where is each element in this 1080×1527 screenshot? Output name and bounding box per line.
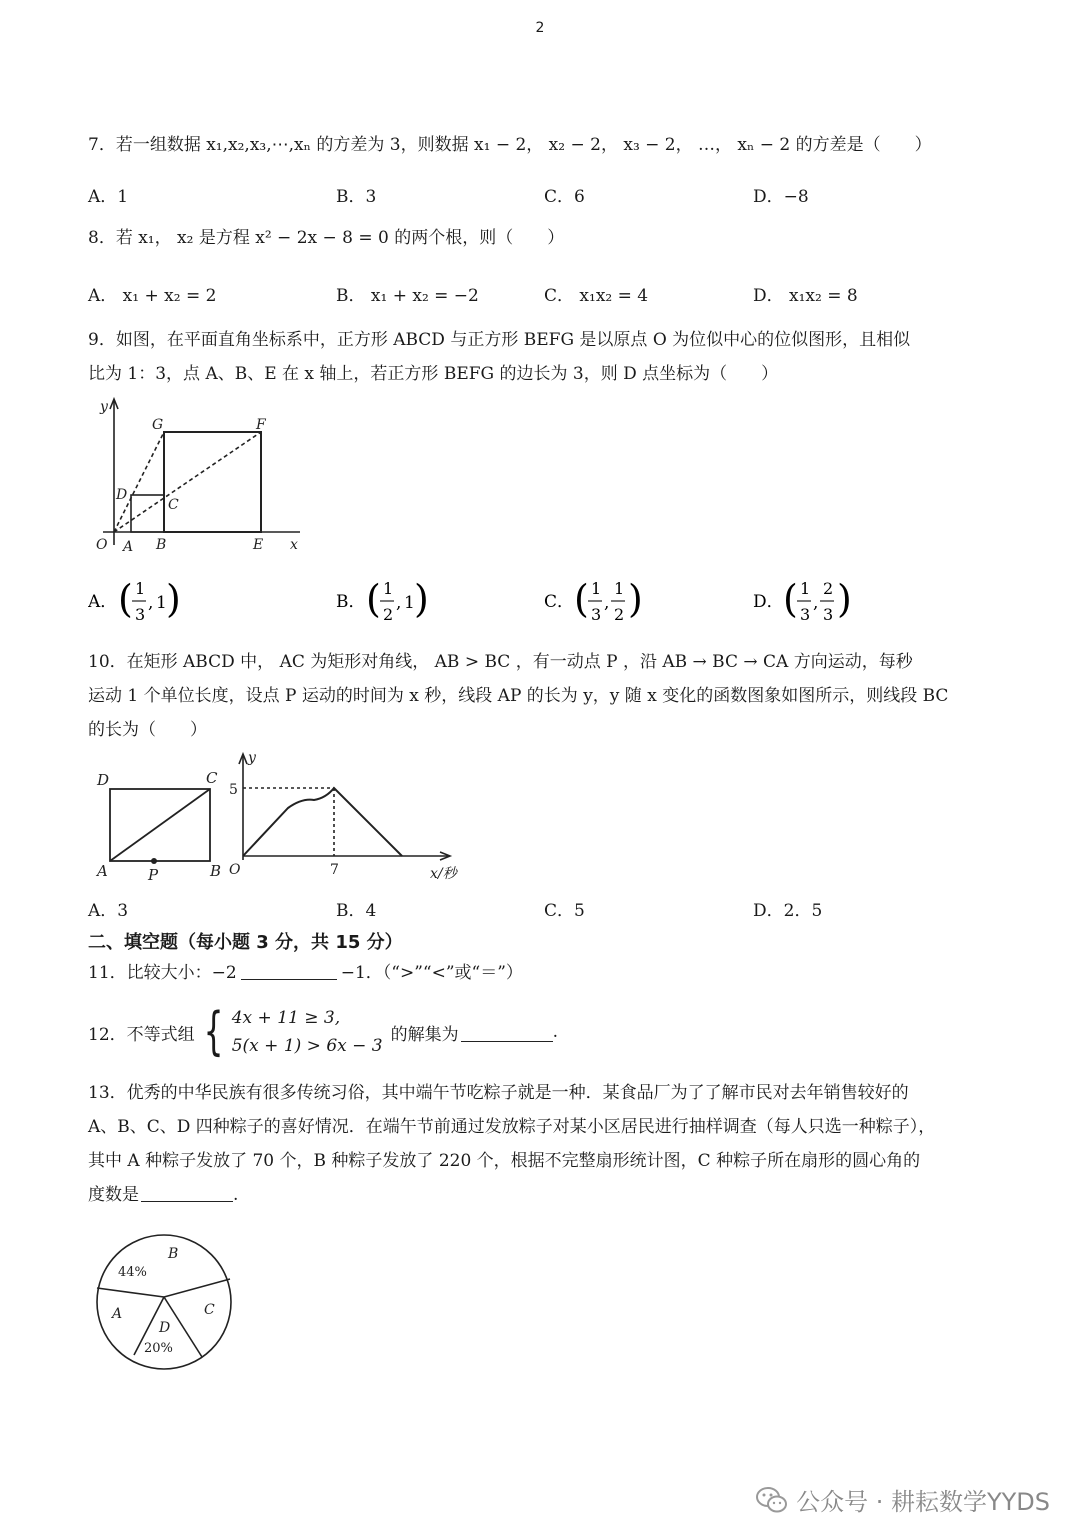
q12: 12．不等式组 { 4x + 11 ≥ 3, 5(x + 1) > 6x − 3 的解集为 . <box>88 1002 558 1062</box>
q10-line2: 运动 1 个单位长度，设点 P 运动的时间为 x 秒，线段 AP 的长为 y，y 随 x 变化的函数图象如图所示，则线段 BC <box>88 686 949 706</box>
svg-text:3: 3 <box>135 605 146 624</box>
svg-text:C．: C． <box>544 592 575 612</box>
pie-label-a: A <box>112 1306 123 1322</box>
diagonal-ac <box>110 789 210 861</box>
svg-text:): ) <box>414 577 429 621</box>
dashed-o-f <box>114 432 261 532</box>
label-c: C <box>206 769 218 787</box>
pie-label-c: C <box>204 1302 215 1318</box>
q12-blank <box>461 1023 553 1042</box>
q10-rectangle-figure <box>88 752 228 887</box>
svg-text:,: , <box>396 593 402 613</box>
q7-option-b: B．3 <box>336 187 377 207</box>
q7-option-a: A．1 <box>88 187 129 207</box>
svg-text:2: 2 <box>614 605 625 624</box>
label-b: B <box>156 537 167 553</box>
svg-text:1: 1 <box>383 579 394 598</box>
q9-option-b <box>336 572 446 632</box>
svg-text:2: 2 <box>383 605 394 624</box>
svg-text:): ) <box>628 577 643 621</box>
q9-option-c <box>544 572 654 632</box>
svg-text:1: 1 <box>800 579 811 598</box>
point-p <box>151 858 157 864</box>
q12-brace: { <box>203 1002 224 1062</box>
q13-line4: 度数是 . <box>88 1185 239 1205</box>
label-e: E <box>253 537 264 553</box>
q13-pie-chart <box>90 1232 240 1372</box>
tick-5: 5 <box>229 782 238 798</box>
q13-line2: A、B、C、D 四种粽子的喜好情况．在端午节前通过发放粽子对某小区居民进行抽样调查（每人只选一种粽子）， <box>88 1117 936 1137</box>
svg-text:(: ( <box>366 577 381 621</box>
pie-label-d: D <box>159 1320 171 1336</box>
svg-text:B．: B． <box>336 592 366 612</box>
q8-option-d: D． x₁x₂ = 8 <box>753 286 858 306</box>
svg-text:3: 3 <box>800 605 811 624</box>
q9-line2: 比为 1：3，点 A、B、E 在 x 轴上，若正方形 BEFG 的边长为 3，则 D 点坐标为（ ） <box>88 364 779 384</box>
svg-text:,: , <box>813 593 819 613</box>
divider-b-c <box>164 1279 230 1297</box>
label-d: D <box>116 487 128 503</box>
q11-blank <box>241 961 337 980</box>
q7-option-c: C．6 <box>544 187 585 207</box>
svg-text:(: ( <box>783 577 798 621</box>
pie-label-d-pct: 20% <box>144 1341 173 1356</box>
q7-stem: 7．若一组数据 x₁,x₂,x₃,⋯,xₙ 的方差为 3，则数据 x₁ − 2， x₂ − 2， x₃ − 2， …， xₙ − 2 的方差是（ ） <box>88 135 932 155</box>
label-o: O <box>229 862 241 878</box>
label-x: x/秒 <box>430 866 457 882</box>
svg-text:(: ( <box>574 577 589 621</box>
watermark: 公众号 · 耕耘数学YYDS <box>756 1482 1050 1517</box>
q12-system: 4x + 11 ≥ 3, 5(x + 1) > 6x − 3 <box>231 1008 383 1056</box>
pie-label-b-pct: 44% <box>118 1265 147 1280</box>
q11: 11．比较大小：−2 −1．（“>”“<”或“＝”） <box>88 963 523 983</box>
q9-line1: 9．如图，在平面直角坐标系中，正方形 ABCD 与正方形 BEFG 是以原点 O 为位似中心的位似图形，且相似 <box>88 330 911 350</box>
svg-text:3: 3 <box>823 605 834 624</box>
label-o: O <box>96 537 108 553</box>
q10-line1: 10．在矩形 ABCD 中， AC 为矩形对角线， AB > BC ，有一动点 P ，沿 AB → BC → CA 方向运动，每秒 <box>88 652 913 672</box>
pie-label-b: B <box>168 1246 179 1262</box>
q13-blank <box>141 1183 233 1202</box>
dashed-o-g <box>114 432 164 532</box>
svg-text:1: 1 <box>404 593 415 613</box>
label-a: A <box>97 862 108 880</box>
svg-text:3: 3 <box>591 605 602 624</box>
svg-text:,: , <box>604 593 610 613</box>
svg-text:2: 2 <box>823 579 834 598</box>
q10-option-c: C．5 <box>544 901 585 921</box>
label-a: A <box>123 539 134 555</box>
q13-line1: 13．优秀的中华民族有很多传统习俗，其中端午节吃粽子就是一种．某食品厂为了了解市民对去年销售较好的 <box>88 1083 909 1103</box>
svg-text:D．: D． <box>753 592 784 612</box>
label-f: F <box>256 417 266 433</box>
q8-option-b: B． x₁ + x₂ = −2 <box>336 286 479 306</box>
q9-figure <box>88 395 308 560</box>
svg-text:,: , <box>148 593 154 613</box>
q13-line3: 其中 A 种粽子发放了 70 个，B 种粽子发放了 220 个，根据不完整扇形统计图，C 种粽子所在扇形的圆心角的 <box>88 1151 921 1171</box>
label-b: B <box>210 862 222 880</box>
q8-stem: 8．若 x₁， x₂ 是方程 x² − 2x − 8 = 0 的两个根，则（ ） <box>88 228 565 248</box>
divider-b-a <box>97 1288 164 1297</box>
svg-text:1: 1 <box>156 593 167 613</box>
label-d: D <box>97 771 110 789</box>
tick-7: 7 <box>330 862 339 878</box>
label-y: y <box>100 399 108 415</box>
section-heading: 二、填空题（每小题 3 分，共 15 分） <box>88 932 403 953</box>
svg-text:1: 1 <box>591 579 602 598</box>
function-curve <box>243 788 402 856</box>
label-g: G <box>152 417 164 433</box>
q10-option-d: D．2．5 <box>753 901 823 921</box>
svg-text:): ) <box>837 577 852 621</box>
page-number: 2 <box>535 20 545 36</box>
svg-text:A．: A． <box>88 592 118 612</box>
q10-line3: 的长为（ ） <box>88 720 207 740</box>
q10-option-a: A．3 <box>88 901 129 921</box>
q9-option-a <box>88 572 198 632</box>
q7-option-d: D．−8 <box>753 187 809 207</box>
q9-option-d <box>753 572 863 632</box>
wechat-icon <box>756 1486 788 1514</box>
label-x: x <box>290 537 298 553</box>
square-befg <box>164 432 261 532</box>
svg-text:): ) <box>166 577 181 621</box>
square-abcd <box>131 495 164 532</box>
q10-function-graph <box>226 748 476 888</box>
svg-text:1: 1 <box>614 579 625 598</box>
svg-text:1: 1 <box>135 579 146 598</box>
label-p: P <box>148 866 159 884</box>
q8-option-c: C． x₁x₂ = 4 <box>544 286 649 306</box>
label-y: y <box>248 750 256 766</box>
q10-option-b: B．4 <box>336 901 377 921</box>
label-c: C <box>168 497 179 513</box>
q8-option-a: A． x₁ + x₂ = 2 <box>88 286 217 306</box>
svg-text:(: ( <box>118 577 133 621</box>
